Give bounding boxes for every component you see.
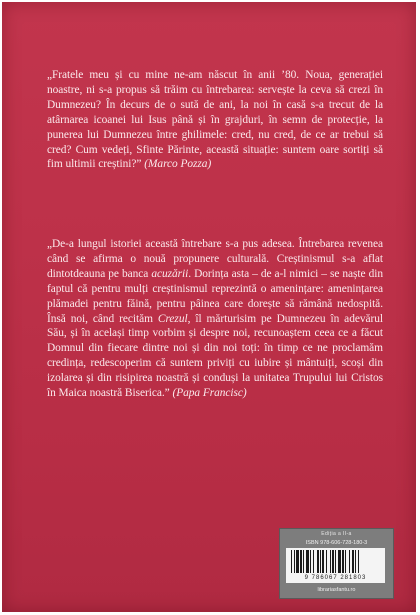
barcode-bars-icon bbox=[286, 548, 385, 575]
quote-author: (Marco Pozza) bbox=[144, 158, 212, 171]
quote-text-part: , îl mărturisim pe Dumnezeu în adevărul Său, și în același timp vorbim și despre noi, recunoaștem ceea ce a făcut Domnul din fiecare dintre noi și din noi toți: în timp ce ne proclamăm credința, redescoperim că suntem priviți cu iubire și mântuiți, scoși din izolarea și din risipirea noastră și conduși la unitatea Trupului lui Cristos în Maica noastră Biserica.” bbox=[47, 312, 383, 400]
quote-paragraph bbox=[47, 68, 383, 172]
quote-text: „Fratele meu și cu mine ne-am născut în anii ’80. Noua, generației noastre, ni s-a propus să trăim cu întrebarea: servește la ceva să crezi în Dumnezeu? În decurs de o sută de ani, la noi în casă s-a trecut de la atârnarea icoanei lui Isus până și în grajduri, în semn de protecție, la punerea lui Dumnezeu între ghilimele: cred, nu cred, de ce ar trebui să cred? Cum vedeți, Sfinte Părinte, această situație: suntem oare sortiți să fim ultimii creștini?” bbox=[47, 69, 383, 171]
quote-marco-pozza bbox=[47, 68, 383, 172]
isbn-label: ISBN 978-606-728-180-3 bbox=[305, 540, 368, 546]
quote-text-part: . Dorința asta – de a-l nimici – se naște din faptul că pentru mulți creștinismul reprezintă o amenințare: amenințarea plămadei pentru făină, pentru pâinea care dorește să rămână nedospită. Însă noi, când recităm bbox=[47, 267, 383, 325]
publisher-site: librariasfantu.ro bbox=[317, 587, 356, 593]
quote-text-part: „De-a lungul istoriei această întrebare s-a pus adesea. Întrebarea revenea când se afirma o nouă propunere culturală. Creștinismul s-a aflat dintotdeauna pe banca bbox=[47, 238, 383, 280]
quote-paragraph bbox=[47, 237, 383, 401]
quote-author: (Papa Francisc) bbox=[172, 387, 247, 400]
quote-emphasis: acuzării bbox=[151, 267, 189, 280]
barcode-panel bbox=[279, 528, 394, 599]
quote-emphasis: Crezul bbox=[157, 312, 188, 325]
barcode-digits: 9 786067 281803 bbox=[286, 575, 385, 581]
quote-papa-francisc bbox=[47, 237, 383, 401]
barcode-top-label: Ediția a II-a bbox=[321, 531, 352, 537]
back-cover bbox=[2, 2, 416, 612]
